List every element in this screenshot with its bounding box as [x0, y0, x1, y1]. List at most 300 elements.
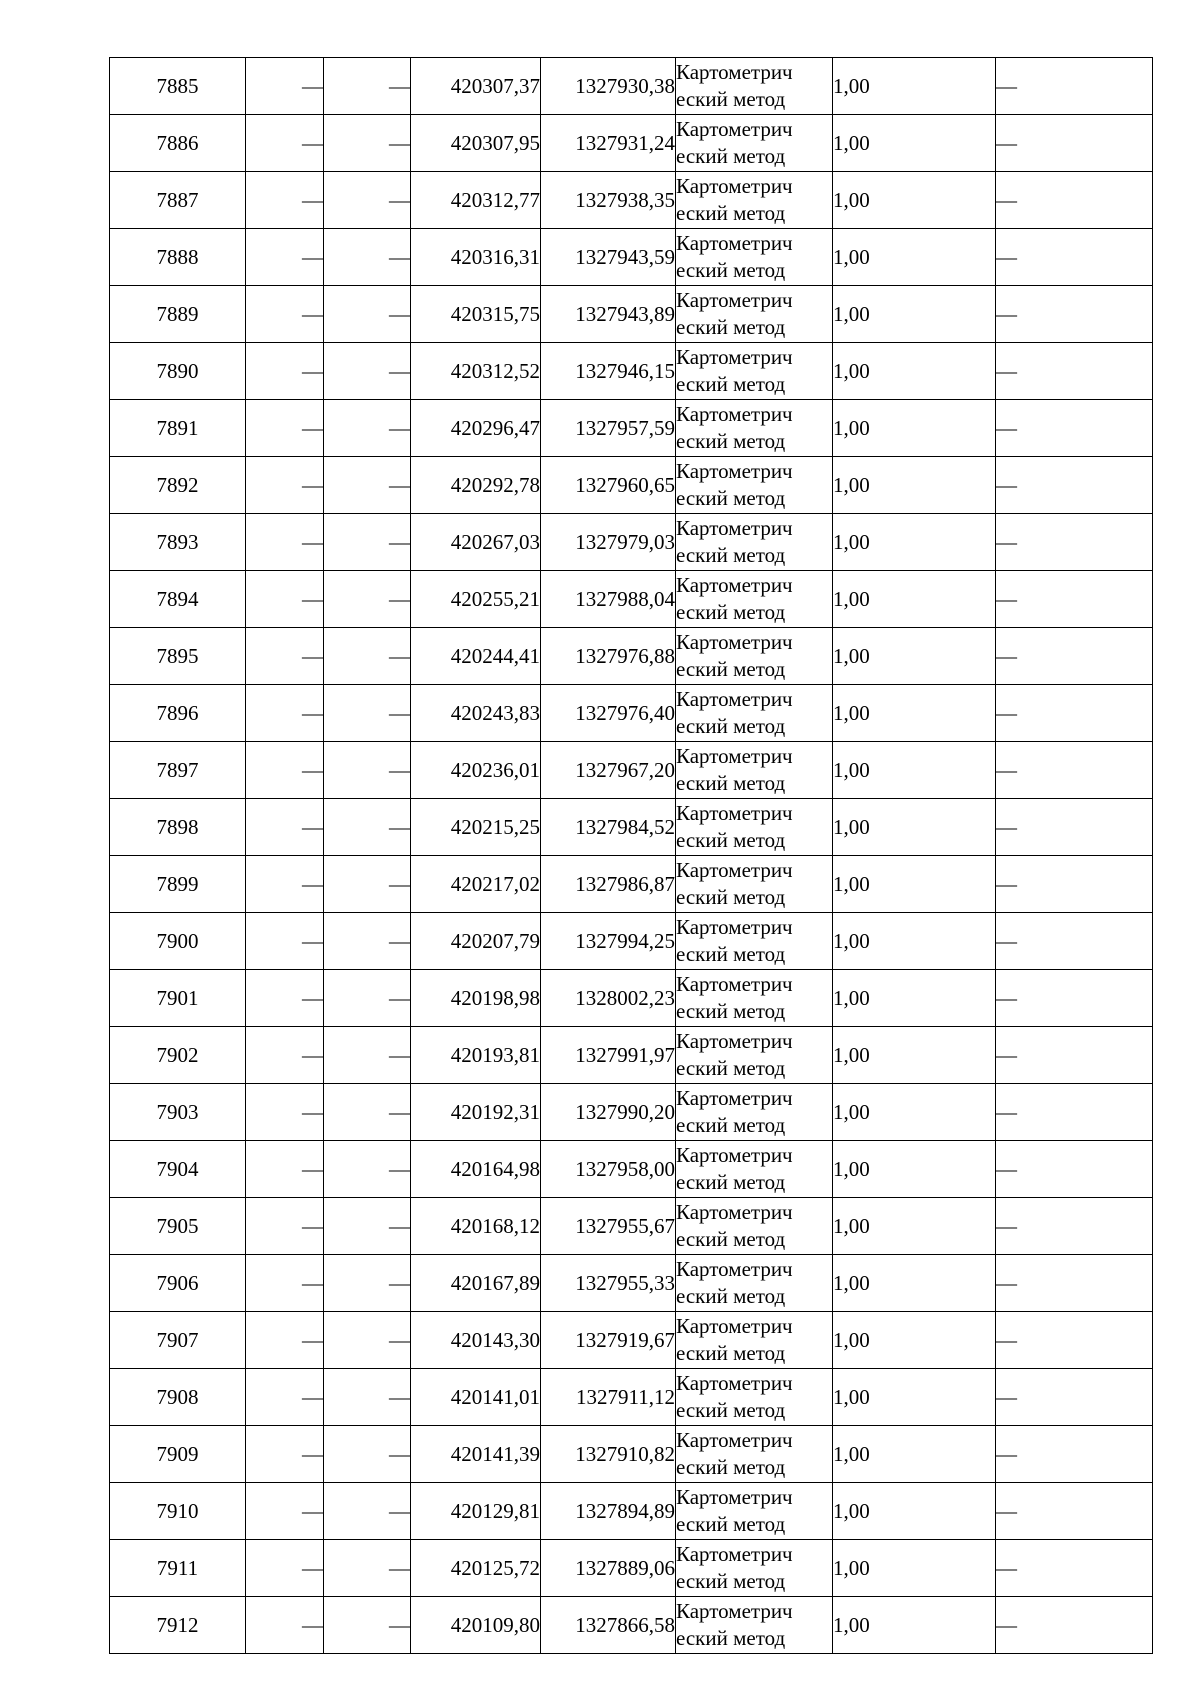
x-coordinate-cell: 420192,31 — [411, 1084, 541, 1141]
method-text-line-2: еский метод — [676, 543, 786, 567]
method-text-line-1: Картометрич — [676, 174, 793, 198]
table-row — [110, 799, 1153, 856]
precision-cell: 1,00 — [833, 457, 996, 514]
method-text-line-1: Картометрич — [676, 1086, 793, 1110]
method-cell — [676, 1255, 833, 1312]
method-text-line-2: еский метод — [676, 1056, 786, 1080]
method-cell — [676, 1141, 833, 1198]
empty-dash-cell: — — [996, 856, 1153, 913]
empty-dash-cell: — — [246, 286, 324, 343]
method-cell — [676, 742, 833, 799]
table-row — [110, 229, 1153, 286]
empty-dash-cell: — — [996, 799, 1153, 856]
y-coordinate-cell: 1327930,38 — [541, 58, 676, 115]
method-text-line-1: Картометрич — [676, 60, 793, 84]
empty-dash-cell: — — [996, 343, 1153, 400]
x-coordinate-cell: 420316,31 — [411, 229, 541, 286]
method-text-line-1: Картометрич — [676, 402, 793, 426]
y-coordinate-cell: 1328002,23 — [541, 970, 676, 1027]
method-text-line-2: еский метод — [676, 87, 786, 111]
empty-dash-cell: — — [324, 229, 411, 286]
y-coordinate-cell: 1327979,03 — [541, 514, 676, 571]
x-coordinate-cell: 420236,01 — [411, 742, 541, 799]
method-text-line-2: еский метод — [676, 1455, 786, 1479]
method-text-line-2: еский метод — [676, 429, 786, 453]
method-text-line-1: Картометрич — [676, 516, 793, 540]
precision-cell: 1,00 — [833, 1084, 996, 1141]
method-cell — [676, 1597, 833, 1654]
empty-dash-cell: — — [324, 1426, 411, 1483]
point-number-cell: 7907 — [110, 1312, 246, 1369]
x-coordinate-cell: 420141,39 — [411, 1426, 541, 1483]
point-number-cell: 7890 — [110, 343, 246, 400]
empty-dash-cell: — — [324, 400, 411, 457]
method-text-line-1: Картометрич — [676, 1542, 793, 1566]
precision-cell: 1,00 — [833, 856, 996, 913]
table-row — [110, 1027, 1153, 1084]
empty-dash-cell: — — [324, 1255, 411, 1312]
table-row — [110, 571, 1153, 628]
empty-dash-cell: — — [246, 1255, 324, 1312]
y-coordinate-cell: 1327990,20 — [541, 1084, 676, 1141]
x-coordinate-cell: 420307,37 — [411, 58, 541, 115]
y-coordinate-cell: 1327911,12 — [541, 1369, 676, 1426]
method-cell — [676, 286, 833, 343]
point-number-cell: 7901 — [110, 970, 246, 1027]
empty-dash-cell: — — [246, 1141, 324, 1198]
table-row — [110, 970, 1153, 1027]
table-row — [110, 913, 1153, 970]
method-cell — [676, 1426, 833, 1483]
method-text-line-1: Картометрич — [676, 1029, 793, 1053]
precision-cell: 1,00 — [833, 514, 996, 571]
precision-cell: 1,00 — [833, 571, 996, 628]
empty-dash-cell: — — [996, 628, 1153, 685]
table-row — [110, 742, 1153, 799]
empty-dash-cell: — — [324, 1198, 411, 1255]
method-text-line-2: еский метод — [676, 144, 786, 168]
coordinates-table — [109, 57, 1153, 1654]
y-coordinate-cell: 1327986,87 — [541, 856, 676, 913]
method-text-line-1: Картометрич — [676, 345, 793, 369]
method-text-line-1: Картометрич — [676, 858, 793, 882]
method-text-line-1: Картометрич — [676, 687, 793, 711]
method-text-line-2: еский метод — [676, 1227, 786, 1251]
method-text-line-2: еский метод — [676, 1341, 786, 1365]
y-coordinate-cell: 1327938,35 — [541, 172, 676, 229]
empty-dash-cell: — — [324, 913, 411, 970]
x-coordinate-cell: 420296,47 — [411, 400, 541, 457]
empty-dash-cell: — — [246, 1540, 324, 1597]
table-row — [110, 1198, 1153, 1255]
empty-dash-cell: — — [246, 115, 324, 172]
empty-dash-cell: — — [996, 1255, 1153, 1312]
precision-cell: 1,00 — [833, 970, 996, 1027]
empty-dash-cell: — — [324, 343, 411, 400]
empty-dash-cell: — — [996, 514, 1153, 571]
empty-dash-cell: — — [246, 970, 324, 1027]
method-text-line-1: Картометрич — [676, 1371, 793, 1395]
method-cell — [676, 1084, 833, 1141]
table-row — [110, 628, 1153, 685]
y-coordinate-cell: 1327866,58 — [541, 1597, 676, 1654]
method-cell — [676, 685, 833, 742]
method-cell — [676, 514, 833, 571]
y-coordinate-cell: 1327958,00 — [541, 1141, 676, 1198]
empty-dash-cell: — — [996, 742, 1153, 799]
empty-dash-cell: — — [324, 1141, 411, 1198]
method-text-line-2: еский метод — [676, 315, 786, 339]
empty-dash-cell: — — [324, 1540, 411, 1597]
point-number-cell: 7909 — [110, 1426, 246, 1483]
empty-dash-cell: — — [246, 1597, 324, 1654]
method-text-line-1: Картометрич — [676, 231, 793, 255]
point-number-cell: 7893 — [110, 514, 246, 571]
point-number-cell: 7898 — [110, 799, 246, 856]
y-coordinate-cell: 1327988,04 — [541, 571, 676, 628]
method-cell — [676, 1483, 833, 1540]
table-row — [110, 685, 1153, 742]
empty-dash-cell: — — [996, 172, 1153, 229]
x-coordinate-cell: 420292,78 — [411, 457, 541, 514]
y-coordinate-cell: 1327967,20 — [541, 742, 676, 799]
empty-dash-cell: — — [996, 685, 1153, 742]
precision-cell: 1,00 — [833, 286, 996, 343]
method-text-line-1: Картометрич — [676, 1428, 793, 1452]
precision-cell: 1,00 — [833, 229, 996, 286]
x-coordinate-cell: 420312,52 — [411, 343, 541, 400]
empty-dash-cell: — — [996, 1027, 1153, 1084]
y-coordinate-cell: 1327957,59 — [541, 400, 676, 457]
method-text-line-2: еский метод — [676, 1512, 786, 1536]
table-row — [110, 1369, 1153, 1426]
table-row — [110, 856, 1153, 913]
x-coordinate-cell: 420164,98 — [411, 1141, 541, 1198]
method-text-line-1: Картометрич — [676, 1314, 793, 1338]
table-row — [110, 1141, 1153, 1198]
empty-dash-cell: — — [246, 1027, 324, 1084]
x-coordinate-cell: 420109,80 — [411, 1597, 541, 1654]
method-text-line-1: Картометрич — [676, 630, 793, 654]
y-coordinate-cell: 1327943,59 — [541, 229, 676, 286]
method-text-line-1: Картометрич — [676, 1257, 793, 1281]
method-text-line-2: еский метод — [676, 1569, 786, 1593]
empty-dash-cell: — — [324, 571, 411, 628]
method-text-line-2: еский метод — [676, 1626, 786, 1650]
empty-dash-cell: — — [324, 628, 411, 685]
y-coordinate-cell: 1327955,67 — [541, 1198, 676, 1255]
method-text-line-2: еский метод — [676, 1398, 786, 1422]
precision-cell: 1,00 — [833, 400, 996, 457]
method-text-line-2: еский метод — [676, 657, 786, 681]
table-row — [110, 1597, 1153, 1654]
method-text-line-1: Картометрич — [676, 117, 793, 141]
precision-cell: 1,00 — [833, 685, 996, 742]
method-text-line-2: еский метод — [676, 828, 786, 852]
x-coordinate-cell: 420255,21 — [411, 571, 541, 628]
method-text-line-1: Картометрич — [676, 972, 793, 996]
precision-cell: 1,00 — [833, 742, 996, 799]
empty-dash-cell: — — [246, 799, 324, 856]
point-number-cell: 7895 — [110, 628, 246, 685]
precision-cell: 1,00 — [833, 115, 996, 172]
x-coordinate-cell: 420167,89 — [411, 1255, 541, 1312]
empty-dash-cell: — — [246, 457, 324, 514]
point-number-cell: 7885 — [110, 58, 246, 115]
empty-dash-cell: — — [246, 1426, 324, 1483]
method-text-line-2: еский метод — [676, 372, 786, 396]
table-row — [110, 400, 1153, 457]
method-cell — [676, 1540, 833, 1597]
method-cell — [676, 1027, 833, 1084]
method-cell — [676, 913, 833, 970]
empty-dash-cell: — — [324, 1312, 411, 1369]
point-number-cell: 7903 — [110, 1084, 246, 1141]
y-coordinate-cell: 1327984,52 — [541, 799, 676, 856]
y-coordinate-cell: 1327889,06 — [541, 1540, 676, 1597]
empty-dash-cell: — — [246, 514, 324, 571]
x-coordinate-cell: 420198,98 — [411, 970, 541, 1027]
table-row — [110, 343, 1153, 400]
empty-dash-cell: — — [246, 58, 324, 115]
empty-dash-cell: — — [246, 913, 324, 970]
y-coordinate-cell: 1327910,82 — [541, 1426, 676, 1483]
empty-dash-cell: — — [324, 685, 411, 742]
table-row — [110, 1540, 1153, 1597]
y-coordinate-cell: 1327960,65 — [541, 457, 676, 514]
method-cell — [676, 343, 833, 400]
empty-dash-cell: — — [246, 1369, 324, 1426]
empty-dash-cell: — — [996, 1540, 1153, 1597]
empty-dash-cell: — — [324, 172, 411, 229]
method-cell — [676, 571, 833, 628]
empty-dash-cell: — — [324, 514, 411, 571]
empty-dash-cell: — — [324, 1597, 411, 1654]
method-text-line-2: еский метод — [676, 942, 786, 966]
empty-dash-cell: — — [246, 172, 324, 229]
x-coordinate-cell: 420193,81 — [411, 1027, 541, 1084]
precision-cell: 1,00 — [833, 343, 996, 400]
empty-dash-cell: — — [324, 856, 411, 913]
point-number-cell: 7902 — [110, 1027, 246, 1084]
table-row — [110, 1255, 1153, 1312]
x-coordinate-cell: 420125,72 — [411, 1540, 541, 1597]
method-text-line-2: еский метод — [676, 771, 786, 795]
point-number-cell: 7904 — [110, 1141, 246, 1198]
x-coordinate-cell: 420129,81 — [411, 1483, 541, 1540]
table-row — [110, 514, 1153, 571]
method-cell — [676, 400, 833, 457]
method-cell — [676, 628, 833, 685]
precision-cell: 1,00 — [833, 58, 996, 115]
precision-cell: 1,00 — [833, 172, 996, 229]
point-number-cell: 7906 — [110, 1255, 246, 1312]
empty-dash-cell: — — [246, 1084, 324, 1141]
method-cell — [676, 799, 833, 856]
precision-cell: 1,00 — [833, 1540, 996, 1597]
method-text-line-2: еский метод — [676, 1170, 786, 1194]
empty-dash-cell: — — [324, 115, 411, 172]
precision-cell: 1,00 — [833, 1312, 996, 1369]
method-text-line-1: Картометрич — [676, 459, 793, 483]
y-coordinate-cell: 1327991,97 — [541, 1027, 676, 1084]
point-number-cell: 7900 — [110, 913, 246, 970]
empty-dash-cell: — — [996, 1483, 1153, 1540]
precision-cell: 1,00 — [833, 1255, 996, 1312]
method-cell — [676, 856, 833, 913]
point-number-cell: 7908 — [110, 1369, 246, 1426]
point-number-cell: 7894 — [110, 571, 246, 628]
point-number-cell: 7887 — [110, 172, 246, 229]
point-number-cell: 7910 — [110, 1483, 246, 1540]
precision-cell: 1,00 — [833, 799, 996, 856]
precision-cell: 1,00 — [833, 913, 996, 970]
empty-dash-cell: — — [324, 970, 411, 1027]
empty-dash-cell: — — [996, 1426, 1153, 1483]
x-coordinate-cell: 420244,41 — [411, 628, 541, 685]
method-cell — [676, 1312, 833, 1369]
table-row — [110, 1426, 1153, 1483]
empty-dash-cell: — — [996, 970, 1153, 1027]
method-cell — [676, 115, 833, 172]
empty-dash-cell: — — [996, 457, 1153, 514]
precision-cell: 1,00 — [833, 1141, 996, 1198]
table-row — [110, 1084, 1153, 1141]
method-text-line-1: Картометрич — [676, 801, 793, 825]
method-text-line-2: еский метод — [676, 258, 786, 282]
empty-dash-cell: — — [246, 856, 324, 913]
table-row — [110, 457, 1153, 514]
table-row — [110, 1483, 1153, 1540]
empty-dash-cell: — — [246, 1198, 324, 1255]
empty-dash-cell: — — [996, 400, 1153, 457]
precision-cell: 1,00 — [833, 1198, 996, 1255]
empty-dash-cell: — — [324, 1483, 411, 1540]
precision-cell: 1,00 — [833, 1369, 996, 1426]
y-coordinate-cell: 1327976,40 — [541, 685, 676, 742]
empty-dash-cell: — — [246, 229, 324, 286]
y-coordinate-cell: 1327994,25 — [541, 913, 676, 970]
point-number-cell: 7912 — [110, 1597, 246, 1654]
table-body — [110, 58, 1153, 1654]
method-text-line-1: Картометрич — [676, 1599, 793, 1623]
empty-dash-cell: — — [996, 1141, 1153, 1198]
method-text-line-2: еский метод — [676, 486, 786, 510]
x-coordinate-cell: 420143,30 — [411, 1312, 541, 1369]
empty-dash-cell: — — [996, 1084, 1153, 1141]
empty-dash-cell: — — [996, 115, 1153, 172]
empty-dash-cell: — — [996, 1597, 1153, 1654]
precision-cell: 1,00 — [833, 1597, 996, 1654]
precision-cell: 1,00 — [833, 1426, 996, 1483]
method-cell — [676, 1198, 833, 1255]
empty-dash-cell: — — [996, 58, 1153, 115]
empty-dash-cell: — — [246, 400, 324, 457]
method-text-line-2: еский метод — [676, 1113, 786, 1137]
method-cell — [676, 1369, 833, 1426]
y-coordinate-cell: 1327946,15 — [541, 343, 676, 400]
y-coordinate-cell: 1327894,89 — [541, 1483, 676, 1540]
x-coordinate-cell: 420141,01 — [411, 1369, 541, 1426]
empty-dash-cell: — — [246, 571, 324, 628]
point-number-cell: 7886 — [110, 115, 246, 172]
y-coordinate-cell: 1327943,89 — [541, 286, 676, 343]
point-number-cell: 7896 — [110, 685, 246, 742]
table-row — [110, 58, 1153, 115]
x-coordinate-cell: 420267,03 — [411, 514, 541, 571]
method-text-line-2: еский метод — [676, 885, 786, 909]
point-number-cell: 7891 — [110, 400, 246, 457]
empty-dash-cell: — — [246, 628, 324, 685]
empty-dash-cell: — — [324, 1369, 411, 1426]
x-coordinate-cell: 420315,75 — [411, 286, 541, 343]
empty-dash-cell: — — [996, 571, 1153, 628]
method-text-line-2: еский метод — [676, 201, 786, 225]
method-text-line-2: еский метод — [676, 1284, 786, 1308]
method-text-line-1: Картометрич — [676, 288, 793, 312]
point-number-cell: 7899 — [110, 856, 246, 913]
empty-dash-cell: — — [324, 742, 411, 799]
point-number-cell: 7911 — [110, 1540, 246, 1597]
method-cell — [676, 58, 833, 115]
empty-dash-cell: — — [246, 1312, 324, 1369]
table-row — [110, 286, 1153, 343]
empty-dash-cell: — — [996, 286, 1153, 343]
empty-dash-cell: — — [246, 685, 324, 742]
method-text-line-1: Картометрич — [676, 744, 793, 768]
empty-dash-cell: — — [324, 58, 411, 115]
empty-dash-cell: — — [996, 229, 1153, 286]
method-text-line-1: Картометрич — [676, 1143, 793, 1167]
x-coordinate-cell: 420243,83 — [411, 685, 541, 742]
method-text-line-1: Картометрич — [676, 915, 793, 939]
method-text-line-1: Картометрич — [676, 1485, 793, 1509]
y-coordinate-cell: 1327955,33 — [541, 1255, 676, 1312]
empty-dash-cell: — — [246, 742, 324, 799]
table-row — [110, 1312, 1153, 1369]
y-coordinate-cell: 1327931,24 — [541, 115, 676, 172]
point-number-cell: 7905 — [110, 1198, 246, 1255]
x-coordinate-cell: 420217,02 — [411, 856, 541, 913]
empty-dash-cell: — — [246, 343, 324, 400]
method-text-line-2: еский метод — [676, 714, 786, 738]
empty-dash-cell: — — [324, 1027, 411, 1084]
precision-cell: 1,00 — [833, 628, 996, 685]
y-coordinate-cell: 1327919,67 — [541, 1312, 676, 1369]
method-cell — [676, 457, 833, 514]
empty-dash-cell: — — [996, 1198, 1153, 1255]
empty-dash-cell: — — [246, 1483, 324, 1540]
empty-dash-cell: — — [996, 1369, 1153, 1426]
method-text-line-2: еский метод — [676, 600, 786, 624]
empty-dash-cell: — — [996, 913, 1153, 970]
x-coordinate-cell: 420168,12 — [411, 1198, 541, 1255]
method-cell — [676, 229, 833, 286]
point-number-cell: 7889 — [110, 286, 246, 343]
method-text-line-1: Картометрич — [676, 1200, 793, 1224]
x-coordinate-cell: 420207,79 — [411, 913, 541, 970]
method-text-line-2: еский метод — [676, 999, 786, 1023]
x-coordinate-cell: 420312,77 — [411, 172, 541, 229]
method-cell — [676, 172, 833, 229]
method-text-line-1: Картометрич — [676, 573, 793, 597]
empty-dash-cell: — — [324, 799, 411, 856]
y-coordinate-cell: 1327976,88 — [541, 628, 676, 685]
point-number-cell: 7897 — [110, 742, 246, 799]
x-coordinate-cell: 420307,95 — [411, 115, 541, 172]
table-row — [110, 172, 1153, 229]
precision-cell: 1,00 — [833, 1027, 996, 1084]
